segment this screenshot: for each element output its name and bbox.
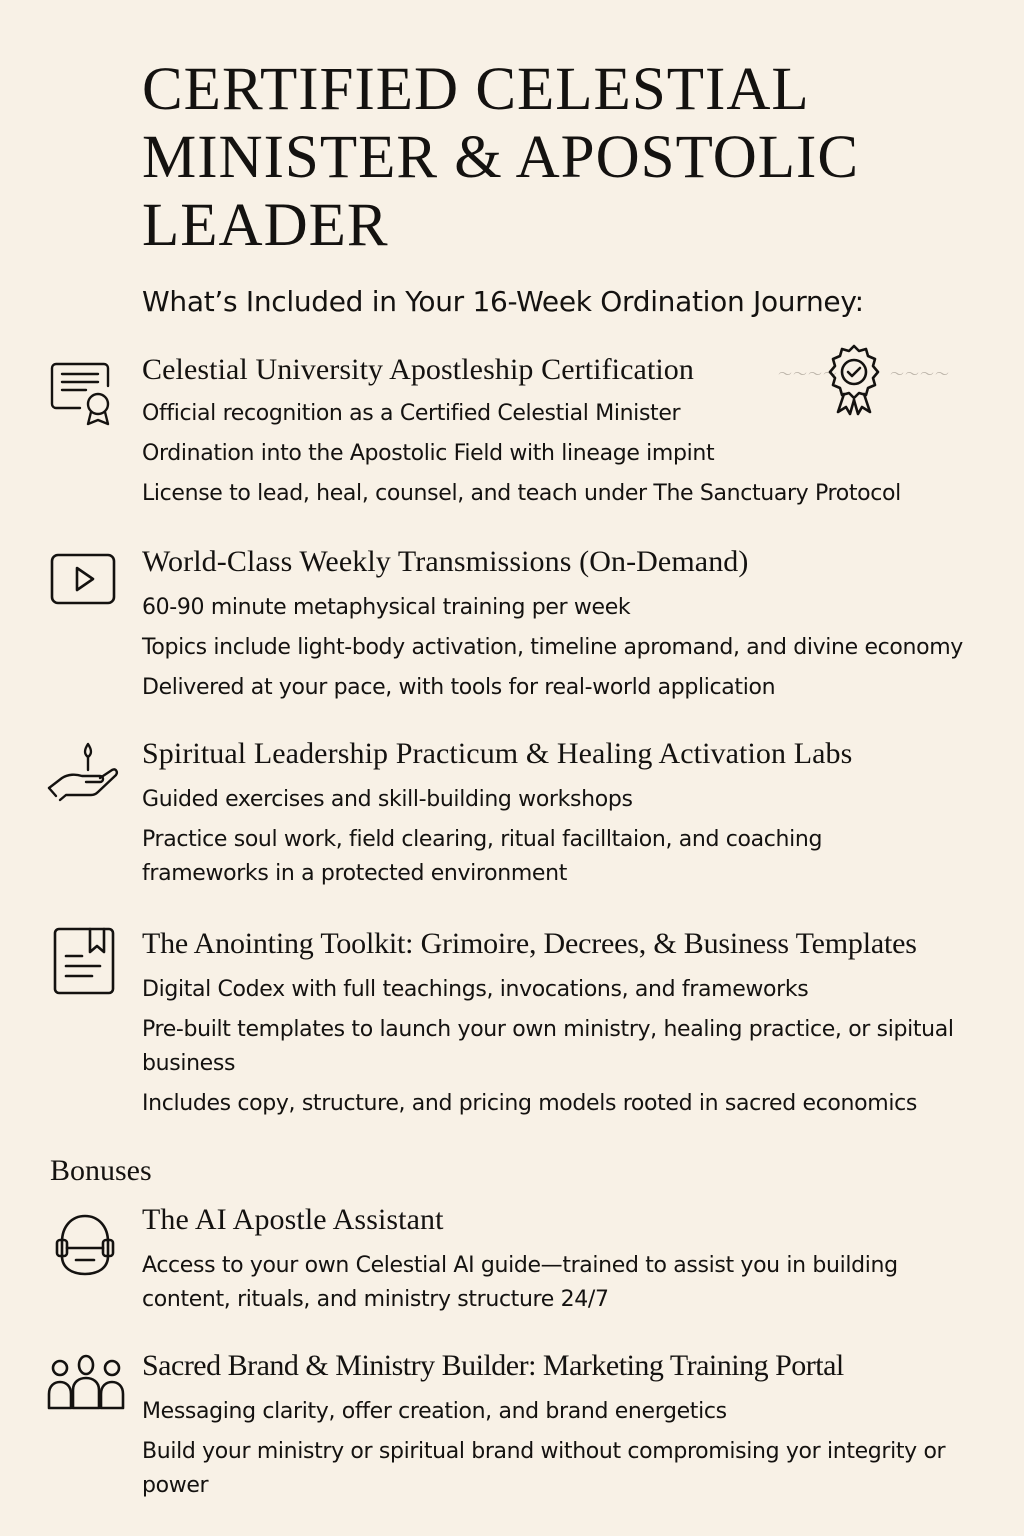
award-badge: [770, 336, 970, 416]
group-people-icon: [46, 1354, 126, 1414]
list-item: Topics include light-body activation, timeline apromand, and divine economy: [142, 635, 963, 660]
video-play-icon: [49, 552, 119, 608]
book-bookmark-icon: [52, 926, 118, 998]
section-heading: The AI Apostle Assistant: [142, 1203, 444, 1236]
list-item: Messaging clarity, offer creation, and brand energetics: [142, 1399, 727, 1424]
list-item: Guided exercises and skill-building workshops: [142, 787, 633, 812]
list-item: Practice soul work, field clearing, ritual facilltaion, and coaching frameworks in a protected environment: [142, 827, 823, 886]
section-heading: World-Class Weekly Transmissions (On-Demand): [142, 545, 749, 578]
section-heading: Sacred Brand & Ministry Builder: Marketing Training Portal: [142, 1349, 844, 1382]
page-title: CERTIFIED CELESTIAL MINISTER & APOSTOLIC LEADER: [142, 56, 860, 259]
list-item: Build your ministry or spiritual brand without compromising yor integrity or power: [142, 1439, 946, 1498]
list-item: Pre-built templates to launch your own ministry, healing practice, or sipitual business: [142, 1017, 954, 1076]
list-item: Includes copy, structure, and pricing models rooted in sacred economics: [142, 1091, 917, 1116]
certificate-icon: [48, 360, 118, 428]
headset-person-icon: [54, 1212, 116, 1278]
list-item: 60-90 minute metaphysical training per week: [142, 595, 631, 620]
list-item: License to lead, heal, counsel, and teach under The Sanctuary Protocol: [142, 481, 901, 506]
bonuses-heading: Bonuses: [50, 1154, 152, 1187]
list-item: Access to your own Celestial AI guide—trained to assist you in building content, rituals, and ministry structure 24/7: [142, 1253, 898, 1312]
badge-texture: 〜〜〜〜: [890, 367, 950, 383]
section-heading: Celestial University Apostleship Certification: [142, 353, 695, 386]
list-item: Delivered at your pace, with tools for real-world application: [142, 675, 776, 700]
section-heading: The Anointing Toolkit: Grimoire, Decrees, & Business Templates: [142, 927, 917, 960]
badge-texture: 〜〜〜〜: [778, 367, 838, 383]
hand-flame-icon: [46, 740, 120, 806]
list-item: Digital Codex with full teachings, invocations, and frameworks: [142, 977, 809, 1002]
list-item: Official recognition as a Certified Celestial Minister: [142, 401, 681, 426]
section-heading: Spiritual Leadership Practicum & Healing Activation Labs: [142, 737, 853, 770]
intro-subtitle: What’s Included in Your 16-Week Ordination Journey:: [142, 285, 864, 318]
award-seal-icon: [822, 342, 886, 416]
list-item: Ordination into the Apostolic Field with lineage impint: [142, 441, 715, 466]
